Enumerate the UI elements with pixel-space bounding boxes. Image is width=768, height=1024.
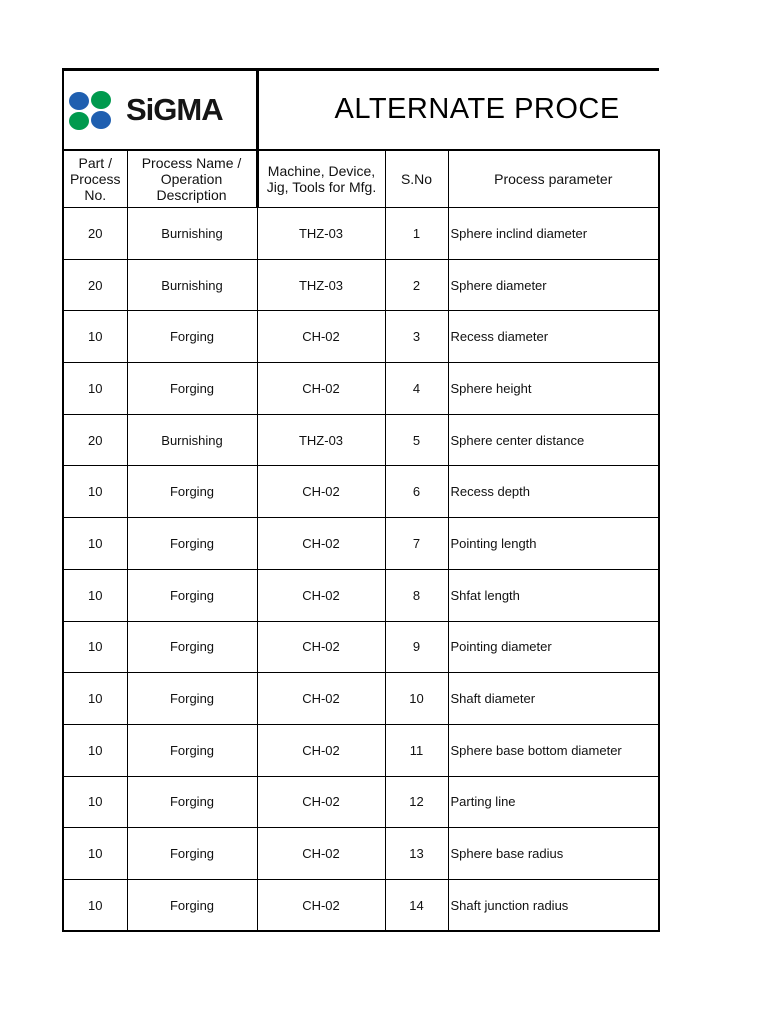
cell-machine: CH-02 (257, 311, 385, 363)
cell-machine: CH-02 (257, 363, 385, 415)
cell-param: Sphere base radius (448, 828, 659, 880)
cell-part: 10 (63, 518, 127, 570)
cell-process: Forging (127, 466, 257, 518)
cell-param: Sphere center distance (448, 414, 659, 466)
cell-process: Forging (127, 311, 257, 363)
cell-machine: CH-02 (257, 776, 385, 828)
cell-part: 10 (63, 311, 127, 363)
cell-param: Shaft diameter (448, 673, 659, 725)
cell-part: 10 (63, 569, 127, 621)
cell-param: Recess diameter (448, 311, 659, 363)
cell-part: 20 (63, 259, 127, 311)
table-row (63, 466, 659, 518)
cell-process: Forging (127, 621, 257, 673)
cell-machine: CH-02 (257, 828, 385, 880)
table-row (63, 673, 659, 725)
cell-part: 10 (63, 828, 127, 880)
cell-machine: CH-02 (257, 724, 385, 776)
cell-machine: THZ-03 (257, 259, 385, 311)
col-header-machine: Machine, Device, Jig, Tools for Mfg. (257, 150, 385, 208)
table-row (63, 621, 659, 673)
cell-process: Forging (127, 776, 257, 828)
cell-sno: 10 (385, 673, 448, 725)
logo-text: SiGMA (126, 92, 223, 127)
cell-part: 10 (63, 879, 127, 931)
table-row (63, 724, 659, 776)
cell-part: 10 (63, 776, 127, 828)
process-sheet (62, 68, 658, 932)
cell-part: 10 (63, 673, 127, 725)
cell-part: 20 (63, 208, 127, 260)
cell-param: Pointing length (448, 518, 659, 570)
cell-sno: 1 (385, 208, 448, 260)
cell-param: Sphere base bottom diameter (448, 724, 659, 776)
cell-sno: 12 (385, 776, 448, 828)
table-row (63, 518, 659, 570)
cell-sno: 8 (385, 569, 448, 621)
table-row (63, 208, 659, 260)
col-header-param: Process parameter (448, 150, 659, 208)
cell-process: Burnishing (127, 414, 257, 466)
cell-process: Forging (127, 569, 257, 621)
cell-part: 20 (63, 414, 127, 466)
cell-machine: THZ-03 (257, 208, 385, 260)
cell-sno: 11 (385, 724, 448, 776)
column-header-row (63, 150, 659, 208)
cell-process: Forging (127, 724, 257, 776)
sigma-logo-icon (68, 89, 112, 131)
col-header-sno: S.No (385, 150, 448, 208)
cell-sno: 14 (385, 879, 448, 931)
cell-sno: 5 (385, 414, 448, 466)
cell-sno: 9 (385, 621, 448, 673)
table-row (63, 311, 659, 363)
cell-param: Shfat length (448, 569, 659, 621)
cell-sno: 3 (385, 311, 448, 363)
cell-machine: CH-02 (257, 621, 385, 673)
table-row (63, 879, 659, 931)
cell-param: Parting line (448, 776, 659, 828)
cell-machine: CH-02 (257, 673, 385, 725)
cell-machine: CH-02 (257, 466, 385, 518)
cell-param: Recess depth (448, 466, 659, 518)
cell-sno: 7 (385, 518, 448, 570)
logo-cell (63, 70, 257, 151)
cell-param: Sphere height (448, 363, 659, 415)
table-row (63, 363, 659, 415)
cell-process: Forging (127, 879, 257, 931)
cell-machine: CH-02 (257, 879, 385, 931)
cell-param: Sphere diameter (448, 259, 659, 311)
cell-sno: 2 (385, 259, 448, 311)
cell-process: Forging (127, 518, 257, 570)
cell-sno: 6 (385, 466, 448, 518)
document-title: ALTERNATE PROCE (334, 93, 620, 125)
process-table (62, 68, 660, 932)
cell-process: Forging (127, 673, 257, 725)
table-body (63, 208, 659, 932)
cell-process: Forging (127, 363, 257, 415)
cell-part: 10 (63, 621, 127, 673)
cell-sno: 13 (385, 828, 448, 880)
table-row (63, 414, 659, 466)
cell-part: 10 (63, 724, 127, 776)
table-row (63, 259, 659, 311)
cell-process: Burnishing (127, 259, 257, 311)
cell-param: Pointing diameter (448, 621, 659, 673)
table-row (63, 569, 659, 621)
col-header-part: Part / Process No. (63, 150, 127, 208)
cell-param: Sphere inclind diameter (448, 208, 659, 260)
cell-part: 10 (63, 466, 127, 518)
cell-part: 10 (63, 363, 127, 415)
table-row (63, 828, 659, 880)
sigma-logo (64, 89, 256, 131)
col-header-process: Process Name / Operation Description (127, 150, 257, 208)
cell-machine: CH-02 (257, 569, 385, 621)
table-row (63, 776, 659, 828)
cell-machine: THZ-03 (257, 414, 385, 466)
cell-process: Burnishing (127, 208, 257, 260)
cell-process: Forging (127, 828, 257, 880)
cell-sno: 4 (385, 363, 448, 415)
title-cell (257, 70, 659, 151)
cell-param: Shaft junction radius (448, 879, 659, 931)
cell-machine: CH-02 (257, 518, 385, 570)
title-row (63, 70, 659, 151)
